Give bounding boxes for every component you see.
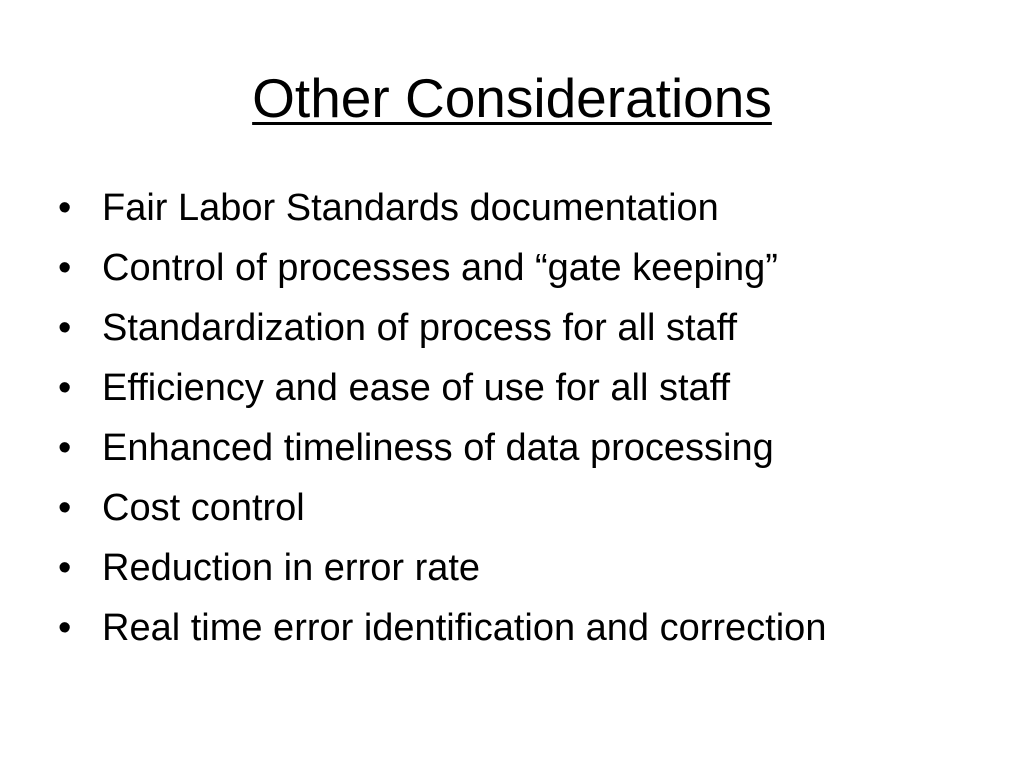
list-item-text: Cost control bbox=[102, 487, 305, 529]
bullet-icon: • bbox=[58, 247, 72, 289]
list-item-text: Enhanced timeliness of data processing bbox=[102, 427, 774, 469]
bullet-icon: • bbox=[58, 607, 72, 649]
bullet-list bbox=[58, 178, 1008, 658]
bullet-icon: • bbox=[58, 427, 72, 469]
list-item-text: Control of processes and “gate keeping” bbox=[102, 247, 778, 289]
bullet-icon: • bbox=[58, 307, 72, 349]
list-item bbox=[58, 418, 1008, 478]
list-item-text: Standardization of process for all staff bbox=[102, 307, 738, 349]
list-item-text: Real time error identification and correction bbox=[102, 607, 827, 649]
list-item bbox=[58, 358, 1008, 418]
bullet-icon: • bbox=[58, 487, 72, 529]
slide-title: Other Considerations bbox=[252, 67, 772, 129]
list-item bbox=[58, 178, 1008, 238]
list-item bbox=[58, 538, 1008, 598]
bullet-icon: • bbox=[58, 547, 72, 589]
list-item bbox=[58, 238, 1008, 298]
list-item bbox=[58, 478, 1008, 538]
bullet-icon: • bbox=[58, 367, 72, 409]
list-item bbox=[58, 598, 1008, 658]
list-item-text: Fair Labor Standards documentation bbox=[102, 187, 719, 229]
list-item-text: Reduction in error rate bbox=[102, 547, 481, 589]
list-item-text: Efficiency and ease of use for all staff bbox=[102, 367, 731, 409]
list-item bbox=[58, 298, 1008, 358]
bullet-icon: • bbox=[58, 187, 72, 229]
